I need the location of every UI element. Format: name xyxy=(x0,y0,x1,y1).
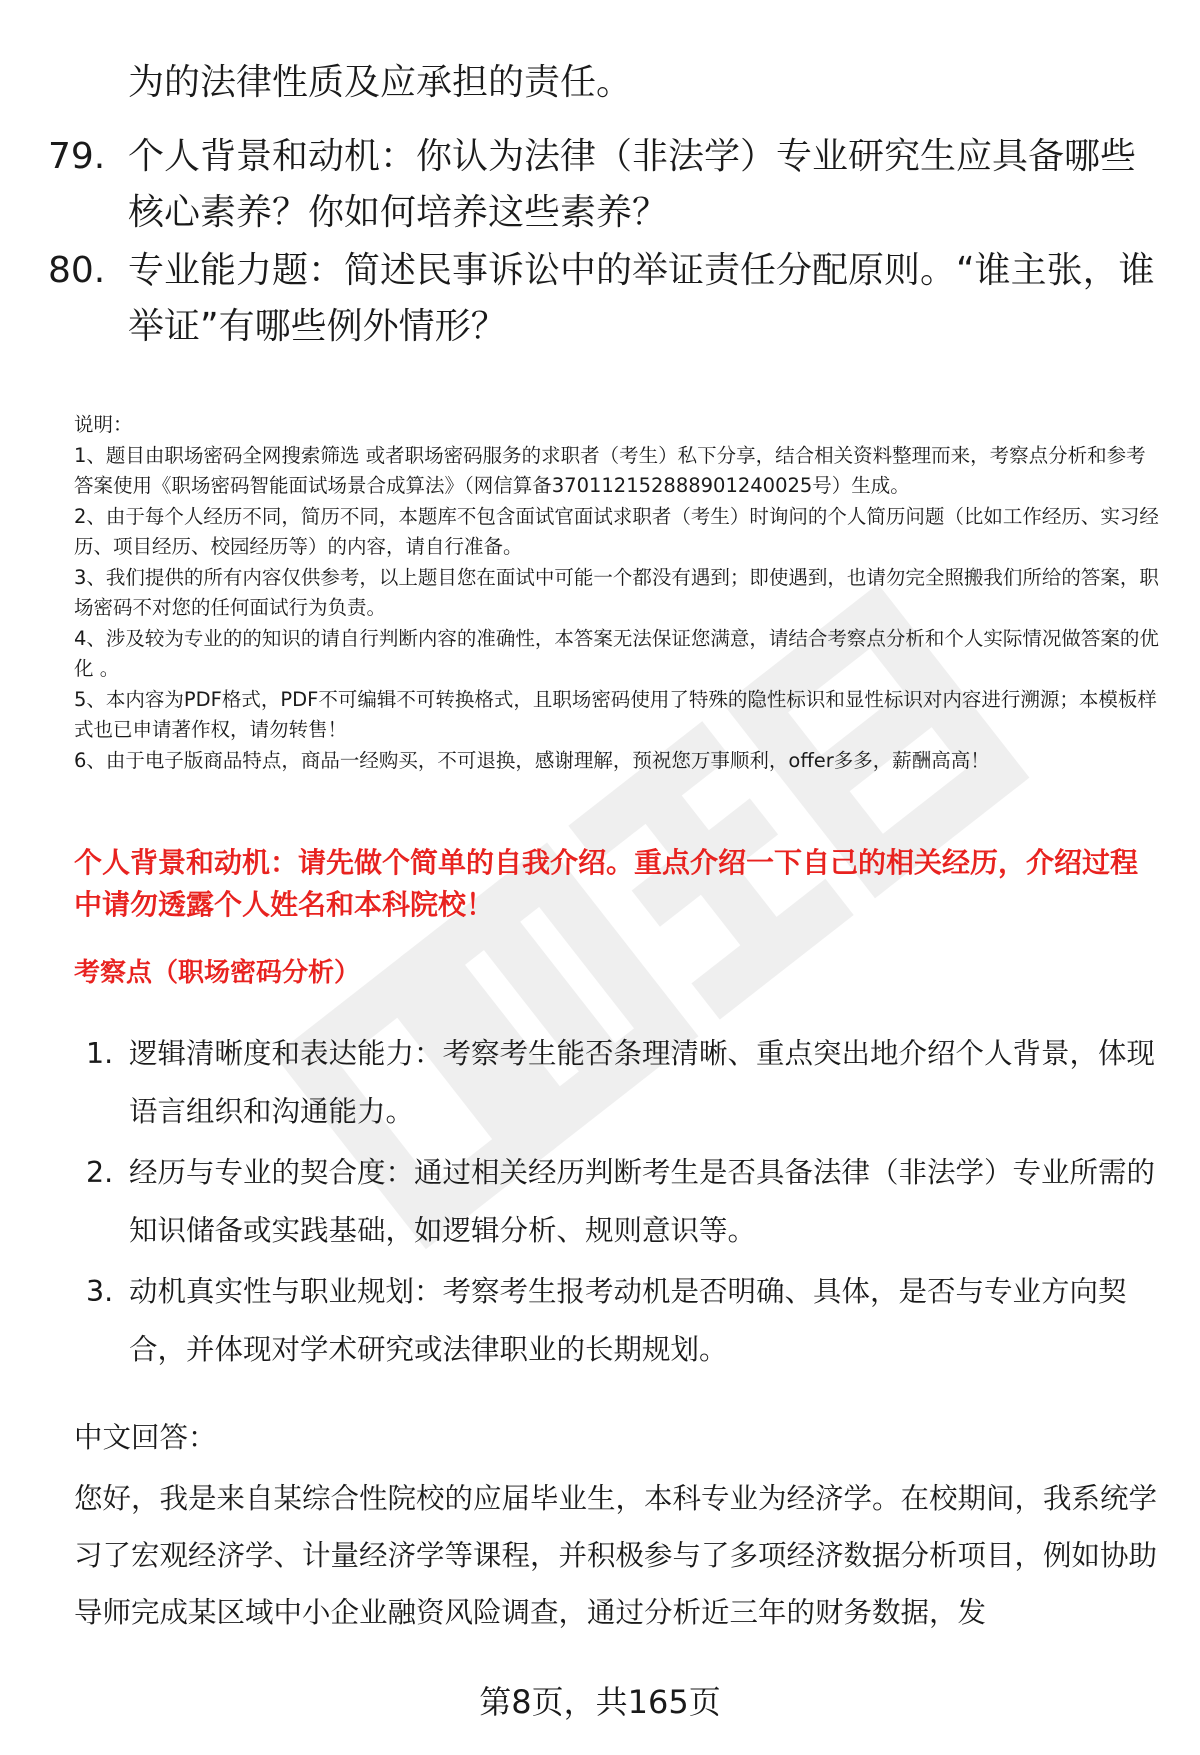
note-item: 2、由于每个人经历不同，简历不同，本题库不包含面试官面试求职者（考生）时询问的个人简历问题（比如工作经历、实习经历、项目经历、校园经历等）的内容，请自行准备。 xyxy=(74,504,1159,558)
list-item xyxy=(74,1025,1164,1141)
notes-section xyxy=(74,410,1159,776)
question-80 xyxy=(48,243,1158,355)
answer-text: 您好，我是来自某综合性院校的应届毕业生，本科专业为经济学。在校期间，我系统学习了宏观经济学、计量经济学等课程，并积极参与了多项经济数据分析项目，例如协助导师完成某区域中小企业融资风险调查，通过分析近三年的财务数据，发 xyxy=(74,1482,1158,1629)
note-item: 1、题目由职场密码全网搜索筛选 或者职场密码服务的求职者（考生）私下分享，结合相关资料整理而来，考察点分析和参考答案使用《职场密码智能面试场景合成算法》（网信算备370112152888901240025号）生成。 xyxy=(74,443,1146,497)
point-number: 2. xyxy=(86,1156,114,1189)
notes-title: 说明： xyxy=(74,413,133,436)
question-text: 个人背景和动机：你认为法律（非法学）专业研究生应具备哪些核心素养？你如何培养这些素养？ xyxy=(128,136,1137,233)
point-text: 经历与专业的契合度：通过相关经历判断考生是否具备法律（非法学）专业所需的知识储备或实践基础，如逻辑分析、规则意识等。 xyxy=(129,1156,1156,1247)
question-79 xyxy=(48,129,1158,241)
point-text: 动机真实性与职业规划：考察考生报考动机是否明确、具体，是否与专业方向契合，并体现对学术研究或法律职业的长期规划。 xyxy=(129,1275,1127,1366)
list-item xyxy=(74,1144,1164,1260)
point-number: 3. xyxy=(86,1275,114,1308)
page-footer: 第8页，共165页 xyxy=(479,1683,721,1721)
list-item xyxy=(74,1263,1164,1379)
answer-label: 中文回答： xyxy=(74,1421,217,1454)
note-item: 5、本内容为PDF格式，PDF不可编辑不可转换格式，且职场密码使用了特殊的隐性标识和显性标识对内容进行溯源；本模板样式也已申请著作权，请勿转售！ xyxy=(74,687,1157,741)
question-continuation: 为的法律性质及应承担的责任。 xyxy=(128,62,633,103)
analysis-points xyxy=(74,1025,1164,1382)
note-item: 6、由于电子版商品特点，商品一经购买，不可退换，感谢理解，预祝您万事顺利，offer多多，薪酬高高！ xyxy=(74,748,990,772)
note-item: 4、涉及较为专业的的知识的请自行判断内容的准确性，本答案无法保证您满意，请结合考察点分析和个人实际情况做答案的优化 。 xyxy=(74,626,1159,680)
note-item: 3、我们提供的所有内容仅供参考，以上题目您在面试中可能一个都没有遇到；即使遇到，也请勿完全照搬我们所给的答案，职场密码不对您的任何面试行为负责。 xyxy=(74,565,1159,619)
question-text: 专业能力题：简述民事诉讼中的举证责任分配原则。“谁主张，谁举证”有哪些例外情形？ xyxy=(128,250,1155,347)
point-number: 1. xyxy=(86,1037,114,1070)
current-question-heading: 个人背景和动机：请先做个简单的自我介绍。重点介绍一下自己的相关经历，介绍过程中请勿透露个人姓名和本科院校！ xyxy=(74,846,1139,921)
analysis-title: 考察点（职场密码分析） xyxy=(74,958,361,988)
question-number: 80. xyxy=(48,250,106,291)
question-number: 79. xyxy=(48,136,106,177)
point-text: 逻辑清晰度和表达能力：考察考生能否条理清晰、重点突出地介绍个人背景，体现语言组织和沟通能力。 xyxy=(129,1037,1156,1128)
